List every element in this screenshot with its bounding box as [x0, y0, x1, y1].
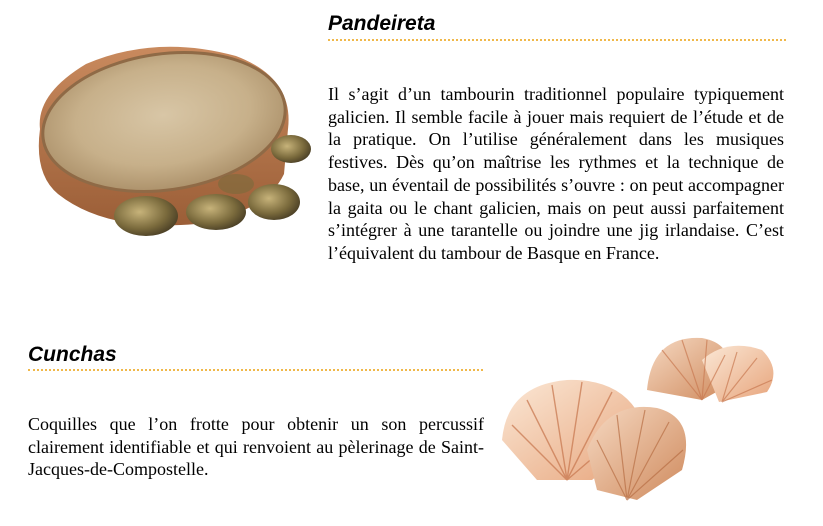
section-title-pandeireta: Pandeireta [328, 12, 436, 35]
section-body-pandeireta: Il s’agit d’un tambourin traditionnel populaire typiquement galicien. Il semble facile à jouer mais requiert de l’étude et de la pratique. On l’utilise généralement dans les musiques festives. Dès qu’on maîtrise les rythmes et la technique de base, un éventail de possibilités s’ouvre : on peut accompagner la gaita ou le chant galicien, mais on peut aussi parfaitement s’intégrer à une tarantelle ou joindre une jig irlandaise. C’est l’équivalent du tambour de Basque en France. [328, 84, 784, 263]
scallop-shells-image [497, 330, 797, 505]
section-divider [328, 39, 786, 41]
section-title-cunchas: Cunchas [28, 343, 117, 366]
section-body-cunchas: Coquilles que l’on frotte pour obtenir un son percussif clairement identifiable et qui renvoient au pèlerinage de Saint-Jacques-de-Compostelle. [28, 414, 484, 480]
section-divider [28, 369, 483, 371]
tambourine-image [26, 34, 311, 249]
